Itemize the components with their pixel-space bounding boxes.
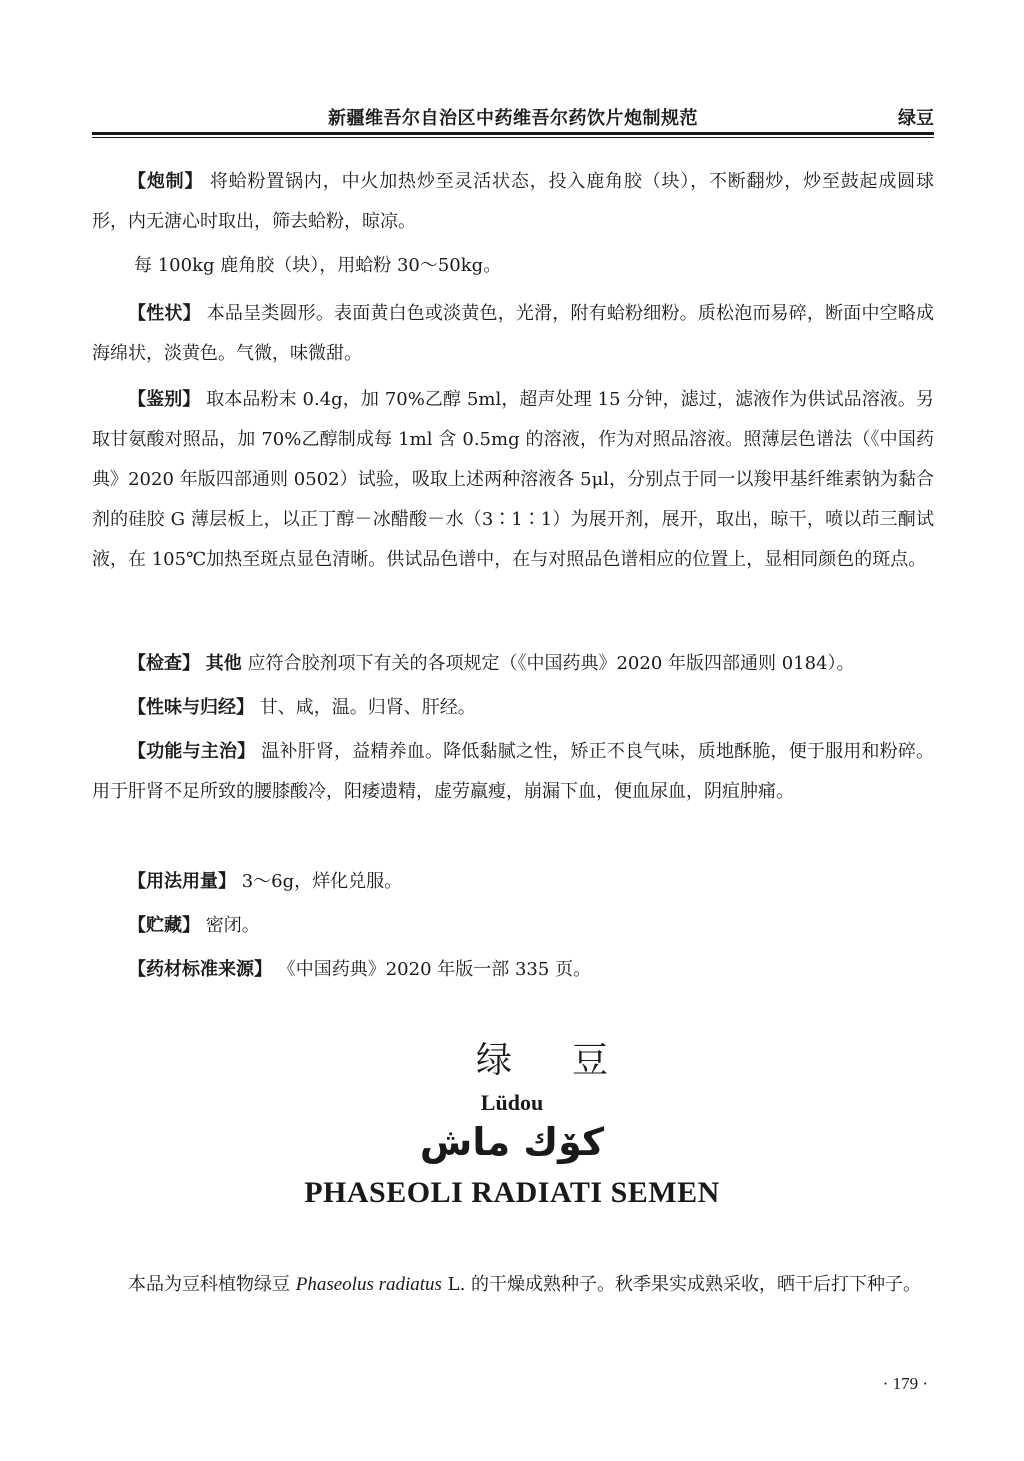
page-number: · 179 · [882,1374,928,1393]
section-label: 【贮藏】 [128,915,200,936]
section-text: 密闭。 [205,915,260,936]
section-sub-label: 其他 [205,653,242,674]
section-xingwei [92,688,934,728]
section-text: 本品呈类圆形。表面黄白色或淡黄色，光滑，附有蛤粉细粉。质松泡而易碎，断面中空略成海绵状，淡黄色。气微，味微甜。 [92,303,935,364]
section-label: 【药材标准来源】 [128,959,272,980]
entry-title-chinese: 绿豆 [475,1040,668,1081]
section-label: 【鉴别】 [128,389,201,410]
section-label: 【性状】 [128,303,201,324]
section-zhucang [92,906,934,946]
section-label: 【检查】 [128,653,200,674]
section-text: 《中国药典》2020 年版一部 335 页。 [277,959,592,980]
entry-title-uyghur: كۆك ماش [419,1120,605,1164]
section-text: 将蛤粉置锅内，中火加热炒至灵活状态，投入鹿角胶（块），不断翻炒，炒至鼓起成圆球形，内无溏心时取出，筛去蛤粉，晾凉。 [92,171,934,232]
section-laiyuan [92,950,934,990]
section-text: 取本品粉末 0.4g，加 70%乙醇 5ml，超声处理 15 分钟，滤过，滤液作为供试品溶液。另取甘氨酸对照品，加 70%乙醇制成每 1ml 含 0.5mg 的溶液，作为对照品溶液。照薄层色谱法（《中国药典》2020 年版四部通则 0502）试验，吸取上述两种溶液各 5μl，分别点于同一以羧甲基纤维素钠为黏合剂的硅胶 G 薄层板上，以正丁醇－冰醋酸－水（3∶1∶1）为展开剂，展开，取出，晾干，喷以茚三酮试液，在 105℃加热至斑点显色清晰。供试品色谱中，在与对照品色谱相应的位置上，显相同颜色的斑点。 [92,389,934,570]
desc-text-after: L. 的干燥成熟种子。秋季果实成熟采收，晒干后打下种子。 [441,1274,922,1295]
section-text: 温补肝肾，益精养血。降低黏腻之性，矫正不良气味，质地酥脆，便于服用和粉碎。用于肝肾不足所致的腰膝酸冷，阳痿遗精，虚劳羸瘦，崩漏下血，便血尿血，阴疽肿痛。 [92,741,935,802]
section-yongfa [92,862,934,902]
section-paozhi [92,162,934,242]
section-text: 每 100kg 鹿角胶（块），用蛤粉 30～50kg。 [134,255,502,276]
header-rule-thick [92,132,934,135]
header-entry-name: 绿豆 [898,108,934,129]
section-label: 【炮制】 [128,171,204,192]
section-label: 【性味与归经】 [128,697,254,718]
running-header [92,104,934,130]
desc-text-before: 本品为豆科植物绿豆 [128,1274,296,1295]
entry-description [92,1264,934,1306]
section-xingzhuang [92,294,934,374]
section-text: 甘、咸，温。归肾、肝经。 [259,697,476,718]
entry-title-latin: PHASEOLI RADIATI SEMEN [304,1176,720,1209]
book-title: 新疆维吾尔自治区中药维吾尔药饮片炮制规范 [328,108,698,129]
section-text: 应符合胶剂项下有关的各项规定（《中国药典》2020 年版四部通则 0184）。 [247,653,855,674]
section-paozhi-note [92,246,934,286]
section-label: 【用法用量】 [128,871,236,892]
section-jianbie [92,380,934,580]
entry-title-pinyin: Lüdou [480,1090,544,1115]
header-rule-thin [92,137,934,138]
section-text: 3～6g，烊化兑服。 [241,871,403,892]
species-name: Phaseolus radiatus [295,1274,442,1295]
section-gongneng [92,732,934,812]
section-jiancha [92,644,934,684]
section-label: 【功能与主治】 [128,741,256,762]
